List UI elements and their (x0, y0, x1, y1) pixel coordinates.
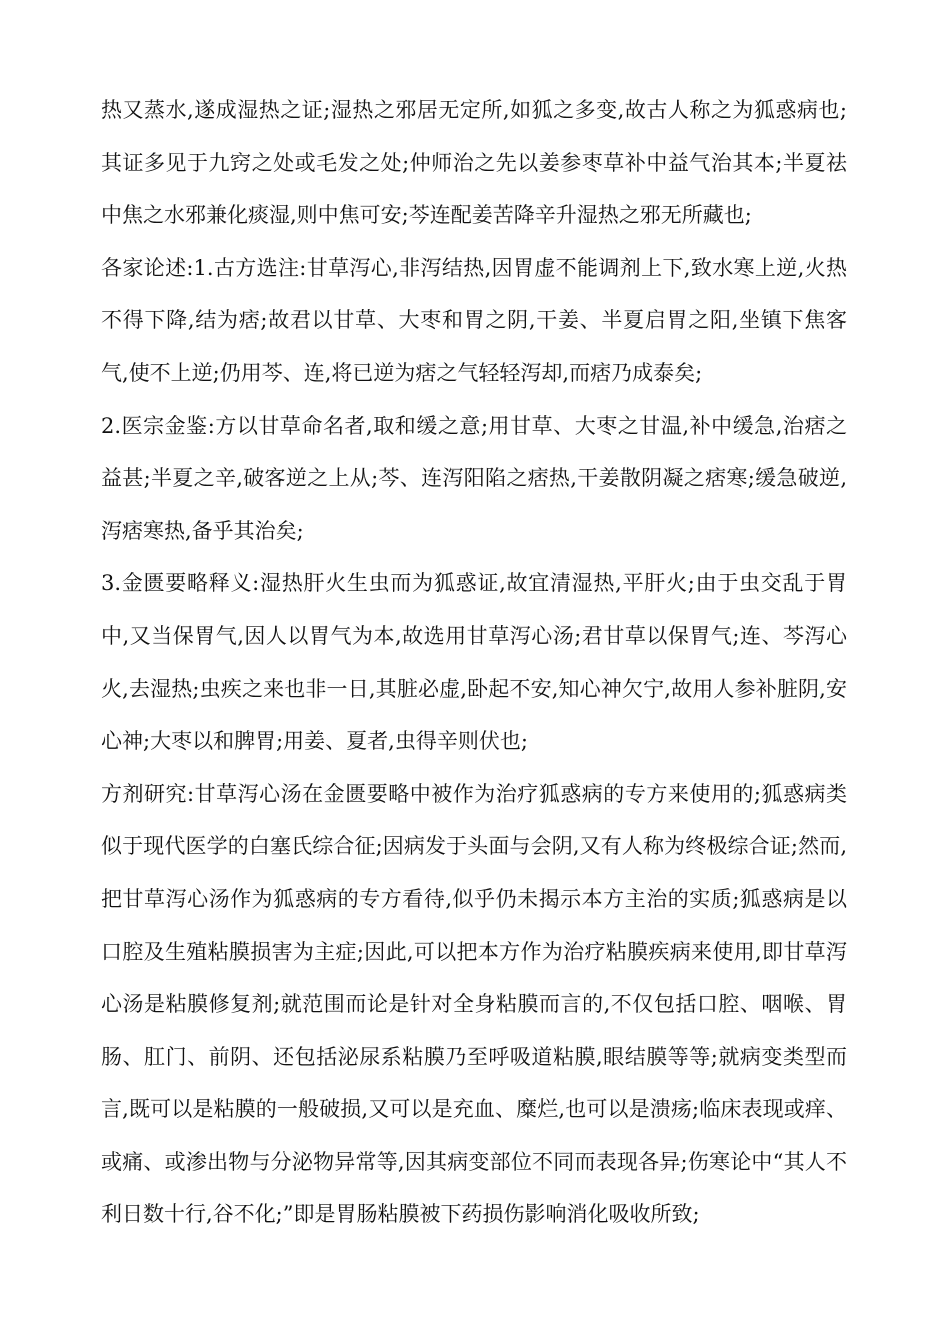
paragraph-commentary-2: 2.医宗金鉴:方以甘草命名者,取和缓之意;用甘草、大枣之甘温,补中缓急,治痞之益甚;半夏之辛,破客逆之上从;芩、连泻阳陷之痞热,干姜散阴凝之痞寒;缓急破逆,泻痞寒热,备乎其治矣; (101, 413, 847, 543)
document-body (101, 84, 847, 1241)
paragraph-commentary-3: 3.金匮要略释义:湿热肝火生虫而为狐惑证,故宜清湿热,平肝火;由于虫交乱于胃中,又当保胃气,因人以胃气为本,故选用甘草泻心汤;君甘草以保胃气;连、芩泻心火,去湿热;虫疾之来也非一日,其脏必虚,卧起不安,知心神欠宁,故用人参补脏阴,安心神;大枣以和脾胃;用姜、夏者,虫得辛则伏也; (101, 571, 847, 754)
paragraph-intro: 热又蒸水,遂成湿热之证;湿热之邪居无定所,如狐之多变,故古人称之为狐惑病也;其证多见于九窍之处或毛发之处;仲师治之先以姜参枣草补中益气治其本;半夏祛中焦之水邪兼化痰湿,则中焦可安;芩连配姜苦降辛升湿热之邪无所藏也; (101, 98, 847, 228)
paragraph-formula-research: 方剂研究:甘草泻心汤在金匮要略中被作为治疗狐惑病的专方来使用的;狐惑病类似于现代医学的白塞氏综合征;因病发于头面与会阴,又有人称为终极综合证;然而,把甘草泻心汤作为狐惑病的专方看待,似乎仍未揭示本方主治的实质;狐惑病是以口腔及生殖粘膜损害为主症;因此,可以把本方作为治疗粘膜疾病来使用,即甘草泻心汤是粘膜修复剂;就范围而论是针对全身粘膜而言的,不仅包括口腔、咽喉、胃肠、肛门、前阴、还包括泌尿系粘膜乃至呼吸道粘膜,眼结膜等等;就病变类型而言,既可以是粘膜的一般破损,又可以是充血、糜烂,也可以是溃疡;临床表现或痒、或痛、或渗出物与分泌物异常等,因其病变部位不同而表现各异;伤寒论中“其人不利日数十行,谷不化;”即是胃肠粘膜被下药损伤影响消化吸收所致; (101, 781, 847, 1227)
paragraph-commentary-1: 各家论述:1.古方选注:甘草泻心,非泻结热,因胃虚不能调剂上下,致水寒上逆,火热不得下降,结为痞;故君以甘草、大枣和胃之阴,干姜、半夏启胃之阳,坐镇下焦客气,使不上逆;仍用芩、连,将已逆为痞之气轻轻泻却,而痞乃成泰矣; (101, 255, 847, 385)
